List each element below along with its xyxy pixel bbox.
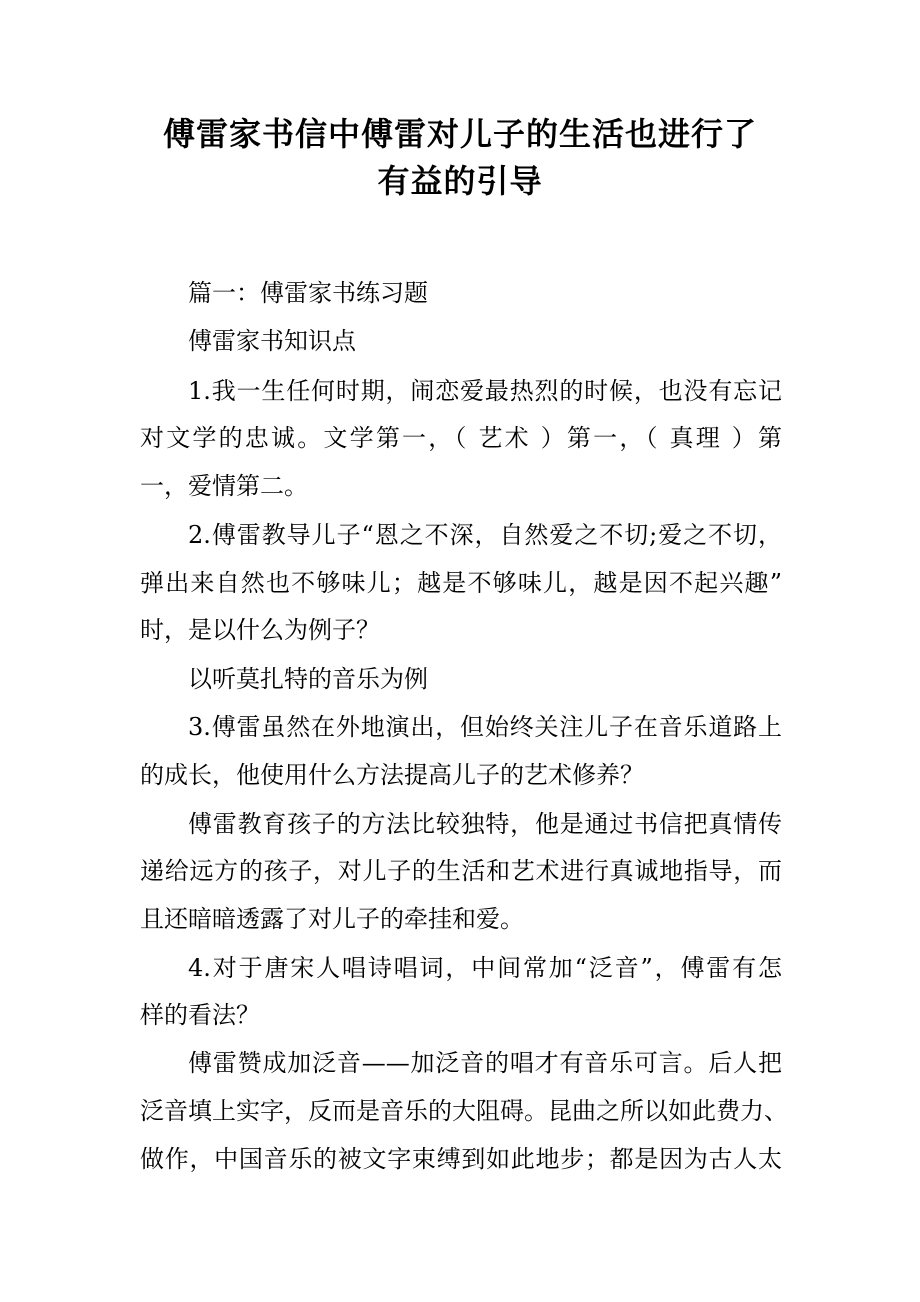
paragraph-line: 1.我一生任何时期，闹恋爱最热烈的时候，也没有忘记: [188, 377, 782, 405]
paragraph-line: 的成长，他使用什么方法提高儿子的艺术修养？: [140, 761, 644, 789]
paragraph-line: 且还暗暗透露了对儿子的牵挂和爱。: [140, 905, 524, 933]
paragraph-line: 递给远方的孩子，对儿子的生活和艺术进行真诚地指导，而: [140, 857, 782, 885]
paragraph-line: 2.傅雷教导儿子“恩之不深，自然爱之不切;爱之不切，: [188, 521, 782, 549]
document-title-line-2: 有益的引导: [377, 162, 543, 200]
paragraph-line: 时，是以什么为例子？: [140, 616, 380, 644]
subsection-heading: 傅雷家书知识点: [188, 327, 356, 355]
paragraph-line: 做作，中国音乐的被文字束缚到如此地步；都是因为古人太: [140, 1145, 782, 1173]
document-title-line-1: 傅雷家书信中傅雷对儿子的生活也进行了: [162, 115, 757, 153]
paragraph-line: 3.傅雷虽然在外地演出，但始终关注儿子在音乐道路上: [188, 713, 782, 741]
paragraph-line: 以听莫扎特的音乐为例: [188, 665, 428, 693]
paragraph-line: 傅雷赞成加泛音——加泛音的唱才有音乐可言。后人把: [188, 1049, 782, 1077]
paragraph-line: 4.对于唐宋人唱诗唱词，中间常加“泛音”，傅雷有怎: [188, 954, 782, 982]
paragraph-line: 弹出来自然也不够味儿；越是不够味儿，越是因不起兴趣”: [140, 569, 782, 597]
paragraph-line: 傅雷教育孩子的方法比较独特，他是通过书信把真情传: [188, 810, 782, 838]
paragraph-line: 泛音填上实字，反而是音乐的大阻碍。昆曲之所以如此费力、: [140, 1097, 788, 1125]
paragraph-line: 样的看法？: [140, 1001, 260, 1029]
paragraph-line: 对文学的忠诚。文学第一，（ 艺术 ）第一，（ 真理 ）第: [140, 424, 782, 452]
paragraph-line: 一，爱情第二。: [140, 472, 308, 500]
section-heading: 篇一：傅雷家书练习题: [188, 279, 428, 307]
